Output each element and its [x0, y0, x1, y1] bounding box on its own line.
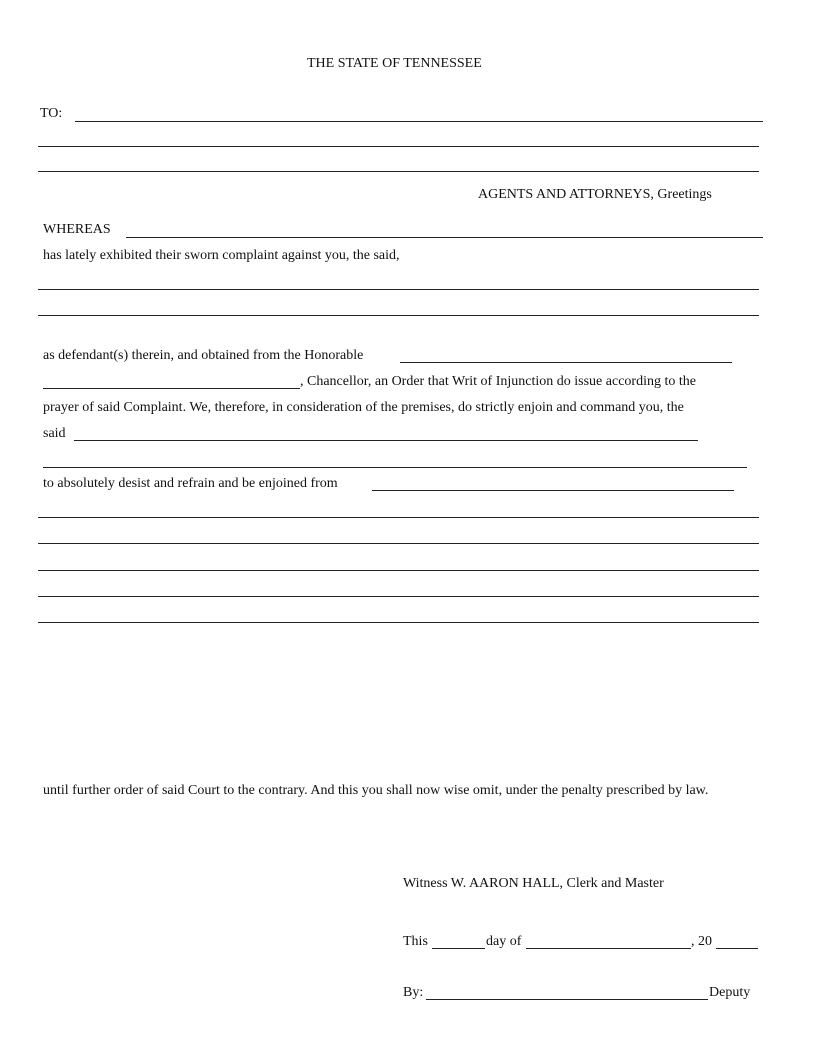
prayer-text: prayer of said Complaint. We, therefore, in consideration of the premises, do strictly enjoin and command you, the	[43, 400, 684, 415]
by-label: By:	[403, 985, 424, 1000]
year-blank-line[interactable]	[716, 948, 758, 949]
desist-blank-line-4[interactable]	[38, 570, 759, 571]
said-blank-line-2[interactable]	[38, 315, 759, 316]
said-blank-line-1[interactable]	[38, 289, 759, 290]
desist-blank-line-3[interactable]	[38, 543, 759, 544]
document-title: THE STATE OF TENNESSEE	[307, 56, 482, 71]
whereas-blank-line[interactable]	[126, 237, 763, 238]
honorable-blank-line[interactable]	[400, 362, 732, 363]
said-party-blank-line[interactable]	[74, 440, 698, 441]
whereas-label: WHEREAS	[43, 222, 111, 237]
greeting-text: AGENTS AND ATTORNEYS, Greetings	[478, 187, 712, 202]
year-prefix: , 20	[691, 934, 712, 949]
desist-text: to absolutely desist and refrain and be enjoined from	[43, 476, 338, 491]
desist-blank-line-5[interactable]	[38, 596, 759, 597]
desist-blank-line-6[interactable]	[38, 622, 759, 623]
said-party-blank-line-2[interactable]	[43, 467, 747, 468]
day-blank-line[interactable]	[432, 948, 485, 949]
deputy-label: Deputy	[709, 985, 751, 1000]
witness-text: Witness W. AARON HALL, Clerk and Master	[403, 876, 664, 891]
to-blank-line-2[interactable]	[38, 146, 759, 147]
desist-blank-line-2[interactable]	[38, 517, 759, 518]
chancellor-text: , Chancellor, an Order that Writ of Injunction do issue according to the	[300, 374, 696, 389]
said-label: said	[43, 426, 66, 441]
signature-blank-line[interactable]	[426, 999, 708, 1000]
day-of-label: day of	[486, 934, 522, 949]
to-blank-line-3[interactable]	[38, 171, 759, 172]
defendant-text: as defendant(s) therein, and obtained from the Honorable	[43, 348, 364, 363]
month-blank-line[interactable]	[526, 948, 691, 949]
to-blank-line[interactable]	[75, 121, 763, 122]
complaint-text: has lately exhibited their sworn complaint against you, the said,	[43, 248, 400, 263]
to-label: TO:	[40, 106, 63, 121]
chancellor-name-blank-line[interactable]	[43, 388, 300, 389]
this-label: This	[403, 934, 428, 949]
until-text: until further order of said Court to the contrary. And this you shall now wise omit, under the penalty prescribed by law.	[43, 783, 709, 798]
desist-blank-line[interactable]	[372, 490, 734, 491]
